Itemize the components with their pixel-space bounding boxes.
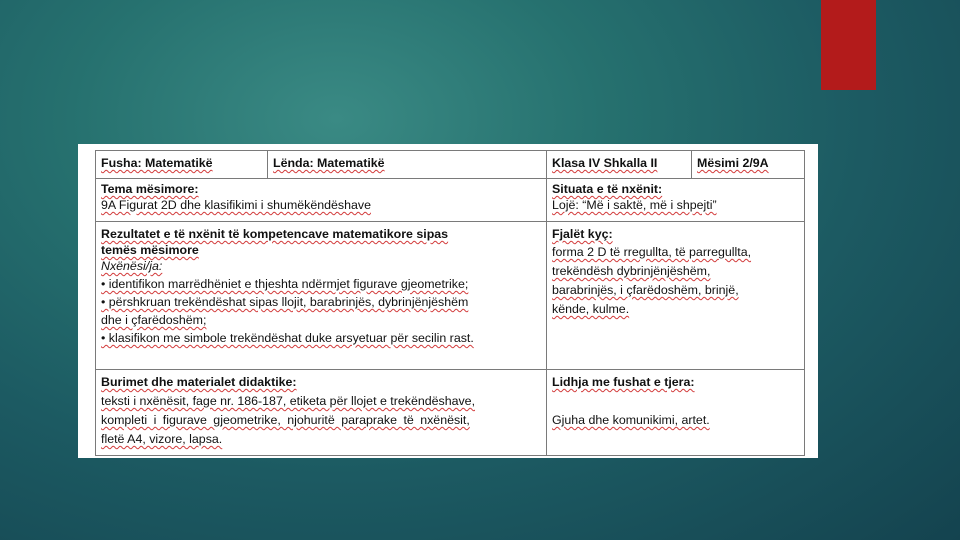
fjalet-cell bbox=[547, 222, 805, 370]
mesimi-text: Mësimi 2/9A bbox=[697, 156, 769, 170]
rezultat-item-1: • identifikon marrëdhëniet e thjeshta ndërmjet figurave gjeometrike; bbox=[101, 277, 469, 291]
fjalet-line-4: kënde, kulme. bbox=[552, 302, 630, 316]
burimet-line-1: teksti i nxënësit, fage nr. 186-187, etiketa për llojet e trekëndëshave, bbox=[101, 394, 476, 408]
rezultat-item-3: • klasifikon me simbole trekëndëshat duke arsyetuar për secilin rast. bbox=[101, 331, 474, 345]
fusha-text: Fusha: Matematikë bbox=[101, 156, 213, 170]
tema-row bbox=[96, 179, 805, 222]
tema-cell bbox=[96, 179, 547, 222]
lesson-plan-image bbox=[78, 144, 818, 458]
mesimi-cell bbox=[692, 151, 805, 179]
situata-label: Situata e të nxënit: bbox=[552, 182, 663, 196]
tema-label: Tema mësimore: bbox=[101, 182, 199, 196]
rezultat-item-2: • përshkruan trekëndëshat sipas llojit, barabrinjës, dybrinjënjëshëm bbox=[101, 295, 469, 309]
lenda-cell bbox=[268, 151, 547, 179]
rezultatet-label-2: temës mësimore bbox=[101, 243, 199, 257]
fjalet-line-1: forma 2 D të rregullta, të parregullta, bbox=[552, 245, 752, 259]
rezultatet-cell bbox=[96, 222, 547, 370]
burimet-line-3: fletë A4, vizore, lapsa. bbox=[101, 432, 223, 446]
fjalet-label: Fjalët kyç: bbox=[552, 227, 613, 241]
situata-cell bbox=[547, 179, 805, 222]
klasa-text: Klasa IV Shkalla II bbox=[552, 156, 658, 170]
accent-bar bbox=[821, 0, 876, 90]
header-row bbox=[96, 151, 805, 179]
burimet-cell bbox=[96, 370, 547, 456]
burimet-row bbox=[96, 370, 805, 456]
lidhja-label: Lidhja me fushat e tjera: bbox=[552, 375, 695, 389]
fusha-cell bbox=[96, 151, 268, 179]
rezultat-item-2-cont: dhe i çfarëdoshëm; bbox=[101, 313, 207, 327]
lidhja-spacer bbox=[552, 390, 799, 406]
lidhja-cell bbox=[547, 370, 805, 456]
rezultatet-row bbox=[96, 222, 805, 370]
lenda-text: Lënda: Matematikë bbox=[273, 156, 385, 170]
fjalet-line-2: trekëndësh dybrinjënjëshëm, bbox=[552, 264, 711, 278]
burimet-label: Burimet dhe materialet didaktike: bbox=[101, 375, 297, 389]
tema-value: 9A Figurat 2D dhe klasifikimi i shumëkëndëshave bbox=[101, 198, 371, 212]
lesson-plan-table bbox=[95, 150, 805, 456]
klasa-cell bbox=[547, 151, 692, 179]
fjalet-line-3: barabrinjës, i çfarëdoshëm, brinjë, bbox=[552, 283, 739, 297]
burimet-line-2: kompleti i figurave gjeometrike, njohuritë paraprake të nxënësit, bbox=[101, 413, 470, 427]
situata-value: Lojë: “Më i saktë, më i shpejti” bbox=[552, 198, 717, 212]
rezultatet-label-1: Rezultatet e të nxënit të kompetencave matematikore sipas bbox=[101, 227, 449, 241]
nxenesi-label: Nxënësi/ja: bbox=[101, 259, 163, 273]
lidhja-value: Gjuha dhe komunikimi, artet. bbox=[552, 413, 710, 427]
